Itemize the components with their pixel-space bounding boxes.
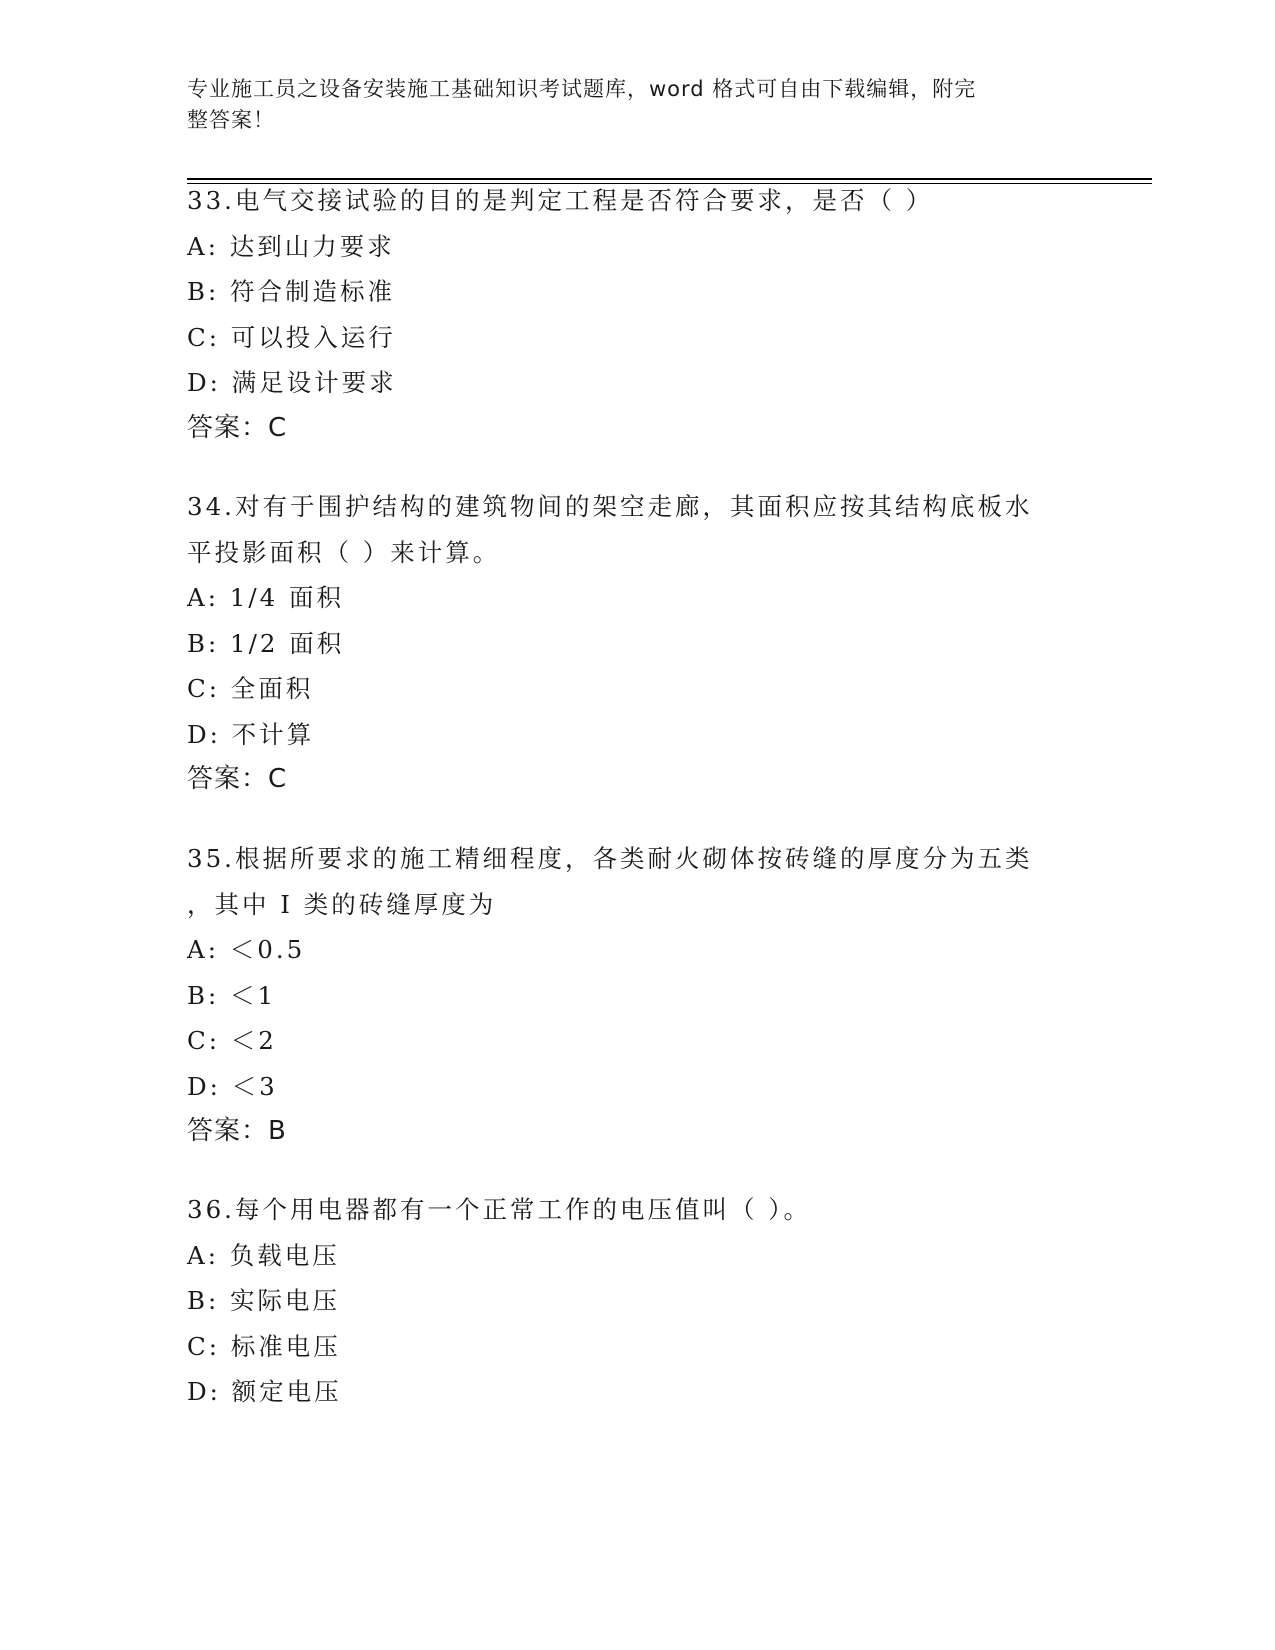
option-c: C: 全面积 <box>187 674 314 703</box>
option-d: D: 满足设计要求 <box>187 368 397 397</box>
answer: 答案：C <box>187 764 288 794</box>
option-a: A: 1/4 面积 <box>187 583 344 612</box>
option-d: D: 额定电压 <box>187 1377 342 1406</box>
question-stem: 33.电气交接试验的目的是判定工程是否符合要求，是否（ ） <box>187 186 934 215</box>
header-line-1: 专业施工员之设备安装施工基础知识考试题库，word 格式可自由下载编辑，附完 <box>187 77 977 101</box>
question-35 <box>187 836 1087 1155</box>
option-b: B: 符合制造标准 <box>187 277 396 306</box>
question-stem: 36.每个用电器都有一个正常工作的电压值叫（ ）。 <box>187 1195 811 1224</box>
question-stem-continued: 平投影面积（ ）来计算。 <box>187 537 501 567</box>
question-stem-continued: ，其中 I 类的砖缝厚度为 <box>187 889 497 919</box>
question-34 <box>187 484 1087 803</box>
question-36 <box>187 1187 1087 1415</box>
option-d: D: 不计算 <box>187 719 315 749</box>
option-a: A: 达到山力要求 <box>187 231 395 261</box>
option-b: B: 1/2 面积 <box>187 628 345 658</box>
answer: 答案：C <box>187 412 288 443</box>
option-b: B: 实际电压 <box>187 1286 341 1315</box>
header-line-2: 整答案！ <box>187 108 275 132</box>
option-c: C: 可以投入运行 <box>187 322 396 352</box>
option-d: D: ＜3 <box>187 1071 278 1101</box>
option-a: A: ＜0.5 <box>187 935 306 964</box>
question-33 <box>187 178 1087 451</box>
question-stem: 35.根据所要求的施工精细程度，各类耐火砌体按砖缝的厚度分为五类 <box>187 844 1033 873</box>
answer: 答案：B <box>187 1116 287 1146</box>
document-header <box>187 74 1087 136</box>
question-stem: 34.对有于围护结构的建筑物间的架空走廊，其面积应按其结构底板水 <box>187 492 1033 521</box>
option-c: C: ＜2 <box>187 1026 277 1055</box>
option-c: C: 标准电压 <box>187 1331 341 1361</box>
option-b: B: ＜1 <box>187 980 277 1010</box>
option-a: A: 负载电压 <box>187 1240 340 1270</box>
